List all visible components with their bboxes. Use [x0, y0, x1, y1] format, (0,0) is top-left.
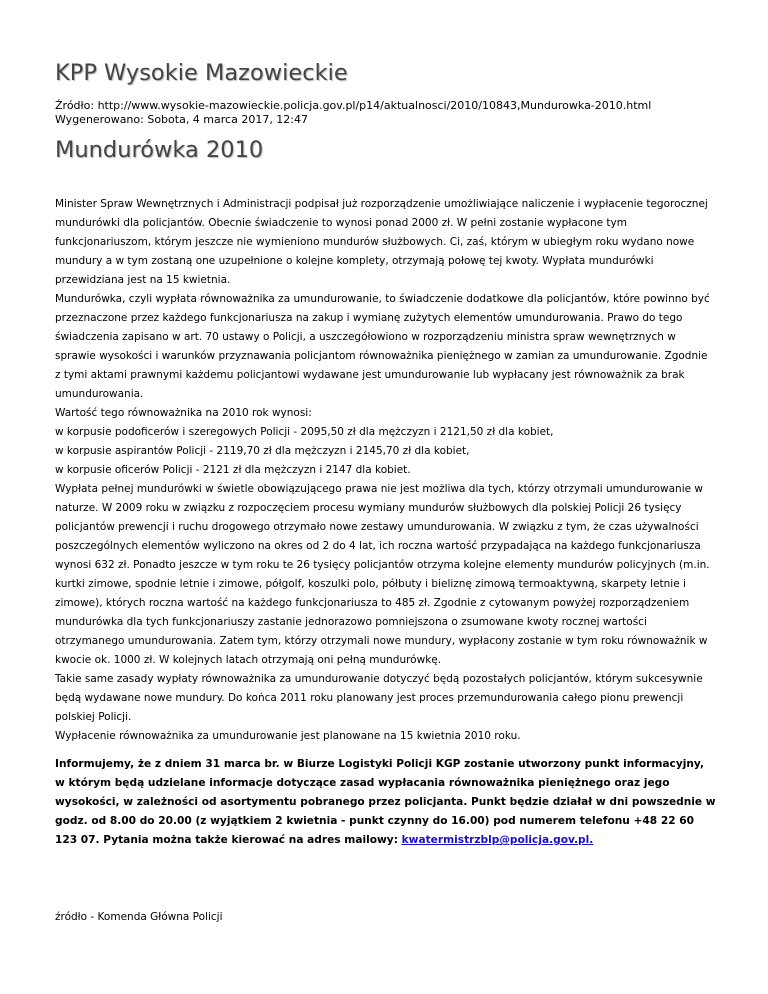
paragraph-same-rules: Takie same zasady wypłaty równoważnika za umundurowanie dotyczyć będą pozostałych policjantów, którym sukcesywnie będą wydawane nowe mundury. Do końca 2011 roku planowany jest proces przemundurowania całego pionu prewencji polskiej Policji.	[55, 673, 703, 723]
notice-text: Informujemy, że z dniem 31 marca br. w Biurze Logistyki Policji KGP zostanie utworzony punkt informacyjny, w którym będą udzielane informacje dotyczące zasad wypłacania równoważnika pieniężnego oraz jego wysokości, w zależności od asortymentu pobranego przez policjanta. Punkt będzie działał w dni powszednie w godz. od 8.00 do 20.00 (z wyjątkiem 2 kwietnia - punkt czynny do 16.00) pod numerem telefonu +48 22 60 123 07. Pytania można także kierować na adres mailowy:	[55, 758, 716, 846]
value-line-nco: w korpusie podoficerów i szeregowych Policji - 2095,50 zł dla mężczyzn i 2121,50 zł dla kobiet,	[55, 426, 554, 438]
paragraph-intro: Minister Spraw Wewnętrznych i Administracji podpisał już rozporządzenie umożliwiające naliczenie i wypłacenie tegorocznej mundurówki dla policjantów. Obecnie świadczenie to wynosi ponad 2000 zł. W pełni zostanie wypłacone tym funkcjonariuszom, którym jeszcze nie wymieniono mundurów służbowych. Ci, zaś, którym w ubiegłym roku wydano nowe mundury a w tym zostaną one uzupełnione o kolejne komplety, otrzymają połowę tej kwoty. Wypłata mundurówki przewidziana jest na 15 kwietnia.	[55, 198, 708, 286]
value-line-aspirants: w korpusie aspirantów Policji - 2119,70 zł dla mężczyzn i 2145,70 zł dla kobiet,	[55, 445, 470, 457]
paragraph-uniform-exchange: Wypłata pełnej mundurówki w świetle obowiązującego prawa nie jest możliwa dla tych, którzy otrzymali umundurowanie w naturze. W 2009 roku w związku z rozpoczęciem procesu wymiany mundurów służbowych dla polskiej Policji 26 tysięcy policjantów prewencji i ruchu drogowego otrzymało nowe zestawy umundurowania. W związku z tym, że czas używalności poszczególnych elementów wyliczono na okres od 2 do 4 lat, ich roczna wartość przypadająca na każdego funkcjonariusza wynosi 632 zł. Ponadto jeszcze w tym roku te 26 tysięcy policjantów otrzyma kolejne elementy mundurów policyjnych (m.in. kurtki zimowe, spodnie letnie i zimowe, półgolf, koszulki polo, półbuty i bieliznę zimową termoaktywną, skarpety letnie i zimowe), których roczna wartość na każdego funkcjonariusza to 485 zł. Zgodnie z cytowanym powyżej rozporządzeniem mundurówka dla tych funkcjonariuszy zastanie jednorazowo pomniejszona o zsumowane kwoty rocznej wartości otrzymanego umundurowania. Zatem tym, którzy otrzymali nowe mundury, wypłacony zostanie w tym roku równoważnik w kwocie ok. 1000 zł. W kolejnych latach otrzymają oni pełną mundurówkę.	[55, 483, 710, 666]
notice-email-link[interactable]: kwatermistrzblp@policja.gov.pl.	[401, 834, 594, 846]
article-title: Mundurówka 2010	[55, 137, 264, 163]
notice-paragraph	[55, 755, 717, 850]
paragraph-value-heading: Wartość tego równoważnika na 2010 rok wynosi:	[55, 407, 312, 419]
source-url-line: Źródło: http://www.wysokie-mazowieckie.policja.gov.pl/p14/aktualnosci/2010/10843,Mundurowka-2010.html	[55, 99, 652, 112]
generated-date-line: Wygenerowano: Sobota, 4 marca 2017, 12:47	[55, 113, 309, 126]
article-body	[55, 195, 715, 746]
site-title: KPP Wysokie Mazowieckie	[55, 60, 348, 86]
footer-source: źródło - Komenda Główna Policji	[55, 911, 223, 923]
paragraph-payment-date: Wypłacenie równoważnika za umundurowanie jest planowane na 15 kwietnia 2010 roku.	[55, 730, 521, 742]
value-line-officers: w korpusie oficerów Policji - 2121 zł dla mężczyzn i 2147 dla kobiet.	[55, 464, 411, 476]
paragraph-definition: Mundurówka, czyli wypłata równoważnika za umundurowanie, to świadczenie dodatkowe dla policjantów, które powinno być przeznaczone przez każdego funkcjonariusza na zakup i wymianę zużytych elementów umundurowania. Prawo do tego świadczenia zapisano w art. 70 ustawy o Policji, a uszczegółowiono w rozporządzeniu ministra spraw wewnętrznych w sprawie wysokości i warunków przyznawania policjantom równoważnika pieniężnego w zamian za umundurowanie. Zgodnie z tymi aktami prawnymi każdemu policjantowi wydawane jest umundurowanie lub wypłacany jest równoważnik za brak umundurowania.	[55, 293, 710, 400]
document-meta	[55, 99, 651, 127]
info-notice	[55, 755, 717, 850]
